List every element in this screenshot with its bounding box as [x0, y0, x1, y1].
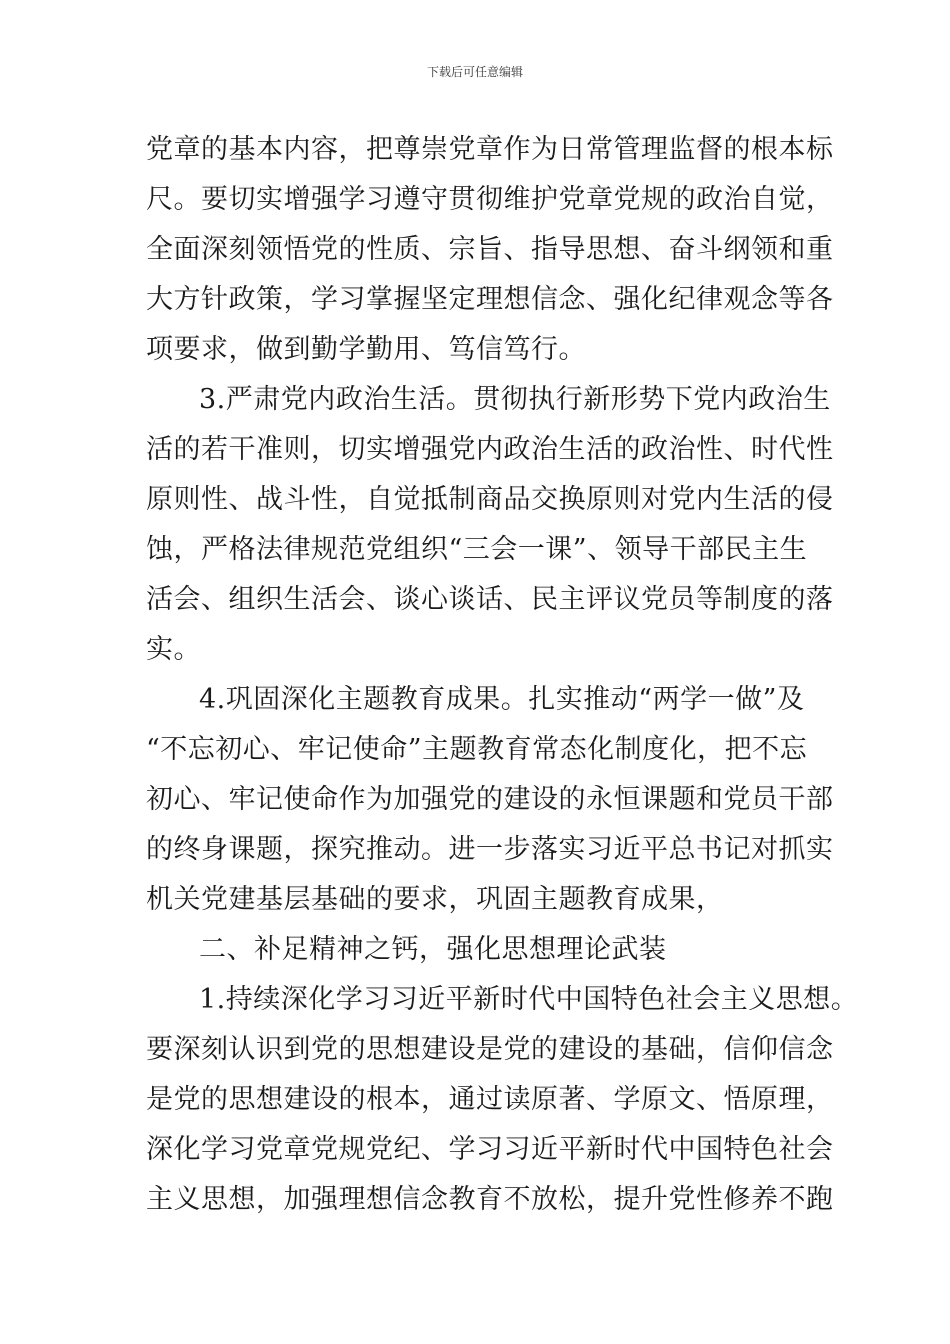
text-line: 的终身课题，探究推动。进一步落实习近平总书记对抓实: [146, 834, 834, 865]
text-line: 原则性、战斗性，自觉抵制商品交换原则对党内生活的侵: [146, 484, 834, 515]
text-line: 全面深刻领悟党的性质、宗旨、指导思想、奋斗纲领和重: [146, 234, 834, 265]
text-line: 蚀，严格法律规范党组织“三会一课”、领导干部民主生: [146, 534, 808, 565]
text-line: 活会、组织生活会、谈心谈话、民主评议党员等制度的落: [146, 584, 834, 615]
text-line: “不忘初心、牢记使命”主题教育常态化制度化，把不忘: [146, 734, 808, 765]
text-line: 要深刻认识到党的思想建设是党的建设的基础，信仰信念: [146, 1034, 834, 1065]
text-line: 活的若干准则，切实增强党内政治生活的政治性、时代性: [146, 434, 834, 465]
section-heading: 二、补足精神之钙，强化思想理论武装: [199, 934, 667, 965]
text-line: 深化学习党章党规党纪、学习习近平新时代中国特色社会: [146, 1134, 834, 1165]
text-line: 初心、牢记使命作为加强党的建设的永恒课题和党员干部: [146, 784, 834, 815]
text-line: 党章的基本内容，把尊崇党章作为日常管理监督的根本标: [146, 134, 834, 165]
paragraph-heading-4: 4.巩固深化主题教育成果。扎实推动“两学一做”及: [199, 684, 805, 715]
text-line: 主义思想，加强理想信念教育不放松，提升党性修养不跑: [146, 1184, 834, 1215]
page-header-note: 下载后可任意编辑: [426, 65, 523, 79]
paragraph-heading-3: 3.严肃党内政治生活。贯彻执行新形势下党内政治生: [199, 384, 831, 415]
paragraph-heading-1: 1.持续深化学习习近平新时代中国特色社会主义思想。: [199, 984, 859, 1015]
text-line: 实。: [146, 634, 201, 665]
text-line: 尺。要切实增强学习遵守贯彻维护党章党规的政治自觉，: [146, 184, 834, 215]
text-line: 大方针政策，学习掌握坚定理想信念、强化纪律观念等各: [146, 284, 834, 315]
text-line: 是党的思想建设的根本，通过读原著、学原文、悟原理，: [146, 1084, 834, 1115]
text-line: 项要求，做到勤学勤用、笃信笃行。: [146, 334, 586, 365]
text-line: 机关党建基层基础的要求，巩固主题教育成果，: [146, 884, 724, 915]
